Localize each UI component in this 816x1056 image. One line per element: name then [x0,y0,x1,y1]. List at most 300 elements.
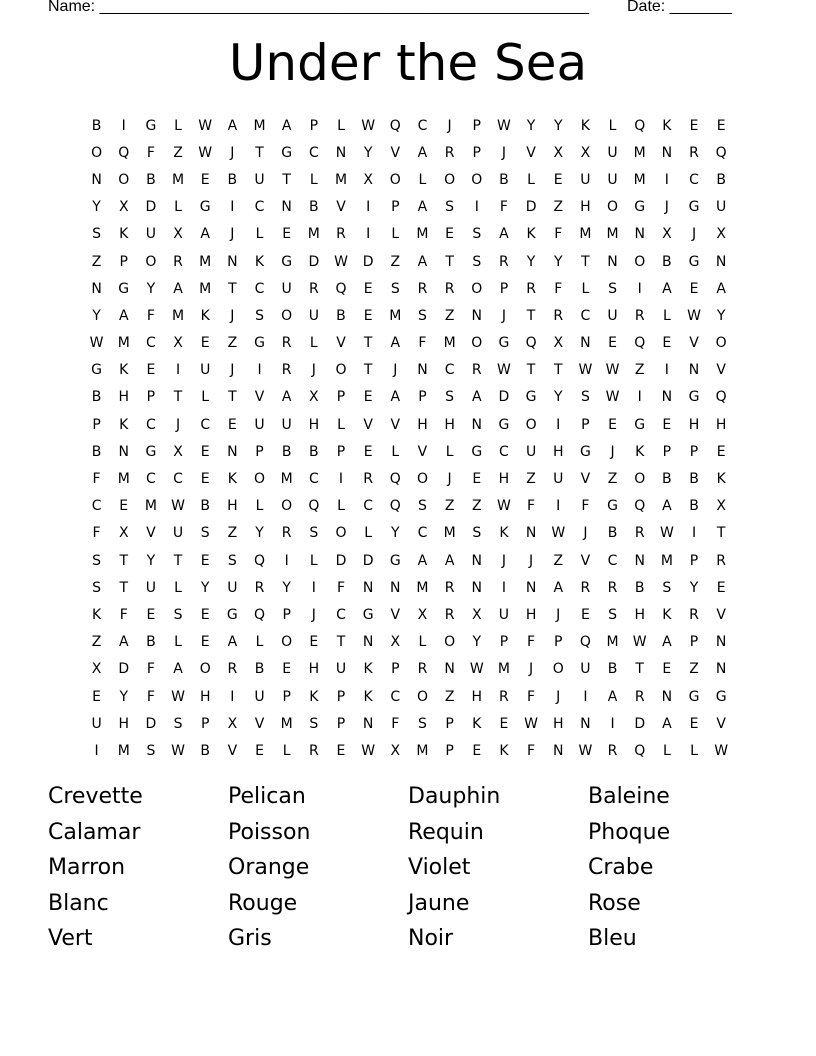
grid-letter: F [146,688,155,705]
grid-letter: E [363,443,373,460]
grid-letter: H [498,471,510,488]
grid-letter: V [716,362,726,379]
word-list-row [48,850,768,886]
grid-letter: P [662,443,672,460]
grid-letter: E [200,171,210,188]
grid-letter: E [716,579,726,596]
grid-letter: Y [689,579,699,596]
grid-letter: R [553,307,564,324]
grid-letter: N [118,443,129,460]
grid-letter: W [578,362,593,379]
grid-letter: P [255,443,264,460]
grid-letter: T [445,253,454,270]
grid-letter: V [390,416,401,433]
grid-letter: Q [389,117,401,134]
grid-letter: S [472,253,482,270]
word-list-item: Requin [408,819,484,845]
grid-letter: H [118,389,129,406]
grid-letter: N [91,171,102,188]
grid-row [83,438,735,465]
grid-letter: B [281,443,292,460]
grid-letter: U [281,416,292,433]
grid-letter: U [91,715,102,732]
grid-letter: D [145,715,157,732]
grid-letter: F [527,688,536,705]
name-field-label: Name: _______________________________________________________ [48,0,589,15]
grid-letter: G [634,416,646,433]
grid-letter: Z [526,471,536,488]
grid-letter: Q [389,498,401,515]
grid-letter: N [715,634,727,651]
grid-letter: B [227,171,238,188]
grid-letter: Z [634,362,645,379]
grid-letter: L [337,498,345,515]
word-list-row [48,779,768,815]
grid-letter: R [607,579,618,596]
grid-letter: E [363,389,373,406]
grid-letter: J [230,307,235,324]
grid-letter: Q [715,144,727,161]
grid-letter: E [608,416,617,433]
grid-letter: L [282,742,291,759]
grid-letter: G [199,199,211,216]
grid-letter: N [335,144,347,161]
grid-letter: B [662,471,672,488]
grid-letter: Q [254,606,266,623]
grid-letter: Z [553,199,564,216]
grid-letter: T [581,253,590,270]
grid-letter: I [556,416,561,433]
grid-letter: A [173,280,183,297]
grid-letter: E [363,280,373,297]
grid-letter: D [525,199,537,216]
grid-letter: Y [472,634,482,651]
grid-letter: E [689,715,699,732]
grid-letter: E [200,552,210,569]
grid-letter: S [390,280,400,297]
word-list-row [48,815,768,851]
grid-letter: D [498,389,510,406]
grid-letter: M [307,226,320,243]
grid-letter: R [471,362,482,379]
grid-letter: A [281,117,292,134]
grid-letter: N [471,307,482,324]
grid-letter: F [527,498,536,515]
grid-letter: C [146,416,156,433]
grid-letter: F [581,498,590,515]
grid-letter: A [118,307,129,324]
grid-letter: B [634,579,645,596]
grid-letter: E [119,498,129,515]
grid-letter: I [664,362,669,379]
grid-letter: U [716,199,727,216]
grid-letter: A [227,634,238,651]
grid-letter: G [607,498,618,515]
grid-letter: E [200,634,210,651]
grid-letter: H [634,606,645,623]
grid-letter: F [527,742,536,759]
grid-letter: K [309,688,319,705]
grid-letter: G [525,389,537,406]
grid-letter: Y [553,253,563,270]
grid-letter: B [607,525,618,542]
grid-letter: J [691,226,697,243]
grid-letter: T [282,171,291,188]
grid-letter: L [255,226,264,243]
grid-letter: G [688,688,700,705]
grid-letter: A [390,335,401,352]
grid-letter: P [445,742,454,759]
grid-letter: E [472,471,482,488]
grid-letter: R [499,253,509,270]
grid-letter: T [553,362,563,379]
grid-letter: G [91,362,102,379]
grid-letter: C [336,606,346,623]
grid-letter: R [580,579,591,596]
grid-letter: R [634,525,645,542]
grid-letter: M [443,525,456,542]
grid-letter: G [254,335,265,352]
grid-letter: L [418,171,427,188]
grid-letter: L [174,634,182,651]
grid-letter: M [416,226,429,243]
grid-letter: N [362,634,374,651]
grid-letter: V [146,525,156,542]
grid-letter: N [362,715,374,732]
grid-letter: X [471,606,482,623]
grid-letter: J [529,552,534,569]
word-list [48,779,768,957]
grid-letter: P [282,688,291,705]
grid-letter: V [689,335,699,352]
date-field-label: Date: _______ [627,0,732,15]
grid-letter: O [335,525,347,542]
grid-letter: G [688,253,700,270]
grid-letter: I [257,362,262,379]
grid-letter: O [145,253,157,270]
grid-letter: C [580,307,591,324]
grid-letter: C [146,335,156,352]
grid-letter: W [171,498,185,515]
letter-grid [83,112,735,765]
grid-letter: U [200,362,211,379]
grid-letter: A [417,253,428,270]
grid-letter: W [605,362,620,379]
grid-letter: O [552,661,564,678]
grid-letter: E [92,688,101,705]
grid-letter: U [607,144,618,161]
grid-letter: O [715,335,727,352]
grid-letter: X [716,498,726,515]
grid-letter: L [608,117,617,134]
grid-letter: Z [689,661,699,678]
grid-letter: H [199,688,211,705]
grid-letter: M [199,253,212,270]
grid-letter: R [254,579,265,596]
grid-letter: L [337,117,345,134]
grid-letter: A [662,280,672,297]
grid-letter: R [634,688,645,705]
grid-letter: U [580,661,591,678]
grid-letter: L [527,171,535,188]
grid-letter: N [607,253,618,270]
grid-letter: P [336,443,346,460]
word-list-item: Vert [48,926,93,952]
grid-letter: Z [444,688,455,705]
grid-row [83,166,735,193]
grid-letter: J [393,362,398,379]
grid-letter: S [445,389,455,406]
grid-letter: X [553,335,564,352]
grid-letter: U [498,606,510,623]
grid-letter: O [335,362,347,379]
grid-letter: E [662,335,672,352]
grid-letter: W [632,634,647,651]
grid-letter: D [145,199,157,216]
grid-letter: N [362,579,374,596]
grid-letter: J [529,661,534,678]
grid-letter: Y [255,525,264,542]
grid-letter: M [253,117,266,134]
grid-letter: A [417,144,428,161]
grid-letter: W [89,335,104,352]
grid-letter: S [200,525,210,542]
grid-letter: C [390,688,401,705]
grid-letter: K [363,688,373,705]
grid-letter: I [366,226,371,243]
grid-letter: X [118,525,129,542]
grid-letter: G [281,253,293,270]
word-list-item: Rose [588,890,641,916]
grid-letter: P [336,715,346,732]
grid-letter: Q [715,389,727,406]
grid-letter: U [553,471,564,488]
grid-letter: B [309,443,319,460]
grid-letter: G [362,606,374,623]
grid-letter: X [662,226,672,243]
grid-letter: T [716,525,726,542]
grid-letter: K [580,117,590,134]
grid-letter: R [173,253,183,270]
grid-letter: G [498,416,510,433]
grid-letter: R [499,688,509,705]
grid-row [83,302,735,329]
grid-letter: F [391,715,400,732]
grid-letter: M [144,498,157,515]
grid-letter: K [119,362,129,379]
grid-letter: B [91,117,102,134]
grid-letter: J [501,144,506,161]
grid-letter: R [607,742,618,759]
grid-letter: L [309,552,318,569]
grid-letter: H [688,416,700,433]
grid-letter: D [362,253,374,270]
grid-letter: K [91,606,102,623]
grid-letter: E [662,661,672,678]
grid-letter: J [447,117,452,134]
grid-letter: E [553,171,563,188]
grid-letter: P [200,715,210,732]
grid-letter: C [308,144,319,161]
grid-letter: D [118,661,130,678]
grid-letter: T [228,389,237,406]
grid-letter: Y [526,117,536,134]
grid-letter: O [118,171,130,188]
grid-letter: I [691,525,697,542]
grid-letter: E [445,226,455,243]
grid-letter: R [716,552,727,569]
grid-letter: F [527,634,536,651]
grid-letter: R [689,144,699,161]
grid-letter: W [171,742,185,759]
grid-letter: B [336,307,346,324]
grid-letter: I [284,552,289,569]
grid-letter: K [472,715,482,732]
grid-letter: A [200,226,210,243]
word-list-item: Marron [48,855,126,881]
grid-letter: G [145,443,157,460]
grid-letter: Z [471,498,482,515]
grid-letter: H [715,416,727,433]
grid-letter: M [280,715,293,732]
word-list-item: Phoque [588,819,671,845]
grid-letter: S [418,307,427,324]
grid-letter: W [687,307,701,324]
grid-letter: J [556,606,561,623]
grid-letter: E [200,606,210,623]
grid-letter: P [472,144,481,161]
grid-letter: U [145,579,157,596]
grid-letter: J [501,307,506,324]
grid-letter: O [254,471,266,488]
grid-letter: C [173,471,183,488]
grid-letter: H [471,688,483,705]
grid-row [83,139,735,166]
grid-letter: S [580,389,590,406]
grid-letter: M [172,307,185,324]
grid-letter: V [363,416,373,433]
grid-letter: M [334,171,348,188]
grid-letter: L [364,525,373,542]
grid-letter: A [118,634,129,651]
grid-letter: Z [227,335,238,352]
grid-letter: W [551,525,566,542]
grid-letter: L [662,742,671,759]
grid-letter: K [635,443,645,460]
grid-letter: J [583,525,588,542]
grid-letter: S [608,280,617,297]
grid-letter: O [525,416,537,433]
grid-letter: L [418,634,427,651]
grid-letter: W [361,742,376,759]
grid-letter: J [610,443,615,460]
grid-letter: I [94,742,99,759]
grid-letter: A [417,199,428,216]
grid-letter: O [444,634,456,651]
grid-letter: L [255,498,264,515]
grid-letter: E [336,742,346,759]
grid-letter: X [91,661,102,678]
grid-letter: L [174,199,182,216]
grid-letter: A [173,661,183,678]
grid-letter: H [552,715,564,732]
grid-letter: O [634,253,646,270]
grid-letter: N [634,226,645,243]
grid-letter: P [282,606,291,623]
grid-letter: D [634,715,646,732]
grid-letter: L [337,416,345,433]
grid-letter: Y [92,307,101,324]
grid-letter: S [92,579,102,596]
grid-letter: T [119,552,129,569]
grid-row [83,656,735,683]
grid-letter: T [526,362,536,379]
word-list-row [48,921,768,957]
grid-letter: B [91,389,102,406]
grid-letter: U [172,525,184,542]
grid-letter: Z [91,253,102,270]
grid-letter: C [363,498,374,515]
grid-letter: F [336,579,346,596]
grid-letter: B [91,443,102,460]
grid-letter: P [499,280,509,297]
grid-letter: U [607,307,618,324]
grid-letter: V [390,144,401,161]
grid-letter: K [254,253,265,270]
word-list-item: Orange [228,855,310,881]
grid-row [83,248,735,275]
word-list-item: Rouge [228,890,298,916]
grid-letter: Y [526,253,536,270]
grid-letter: U [145,226,157,243]
grid-letter: I [664,171,669,188]
grid-letter: E [309,634,319,651]
grid-letter: F [146,661,155,678]
grid-letter: I [338,471,344,488]
grid-letter: M [579,226,592,243]
grid-letter: N [227,253,238,270]
grid-letter: B [309,199,319,216]
grid-letter: Q [525,335,537,352]
grid-letter: P [418,389,427,406]
grid-letter: O [416,688,428,705]
grid-letter: W [497,362,511,379]
grid-letter: L [201,389,210,406]
grid-letter: R [281,362,292,379]
grid-letter: E [689,280,699,297]
grid-letter: L [581,280,590,297]
grid-letter: P [689,443,699,460]
grid-letter: A [716,280,726,297]
grid-letter: B [200,742,210,759]
grid-letter: S [309,525,319,542]
grid-letter: P [391,199,400,216]
grid-letter: C [200,416,211,433]
grid-letter: V [716,715,726,732]
grid-letter: X [173,226,183,243]
grid-row [83,411,735,438]
grid-letter: R [689,606,699,623]
grid-letter: S [608,606,617,623]
grid-letter: K [526,226,536,243]
grid-letter: Y [282,579,291,596]
grid-letter: K [119,226,129,243]
grid-letter: R [444,144,455,161]
grid-letter: J [230,144,235,161]
grid-letter: F [499,199,508,216]
grid-letter: Z [444,498,455,515]
grid-letter: N [471,552,482,569]
